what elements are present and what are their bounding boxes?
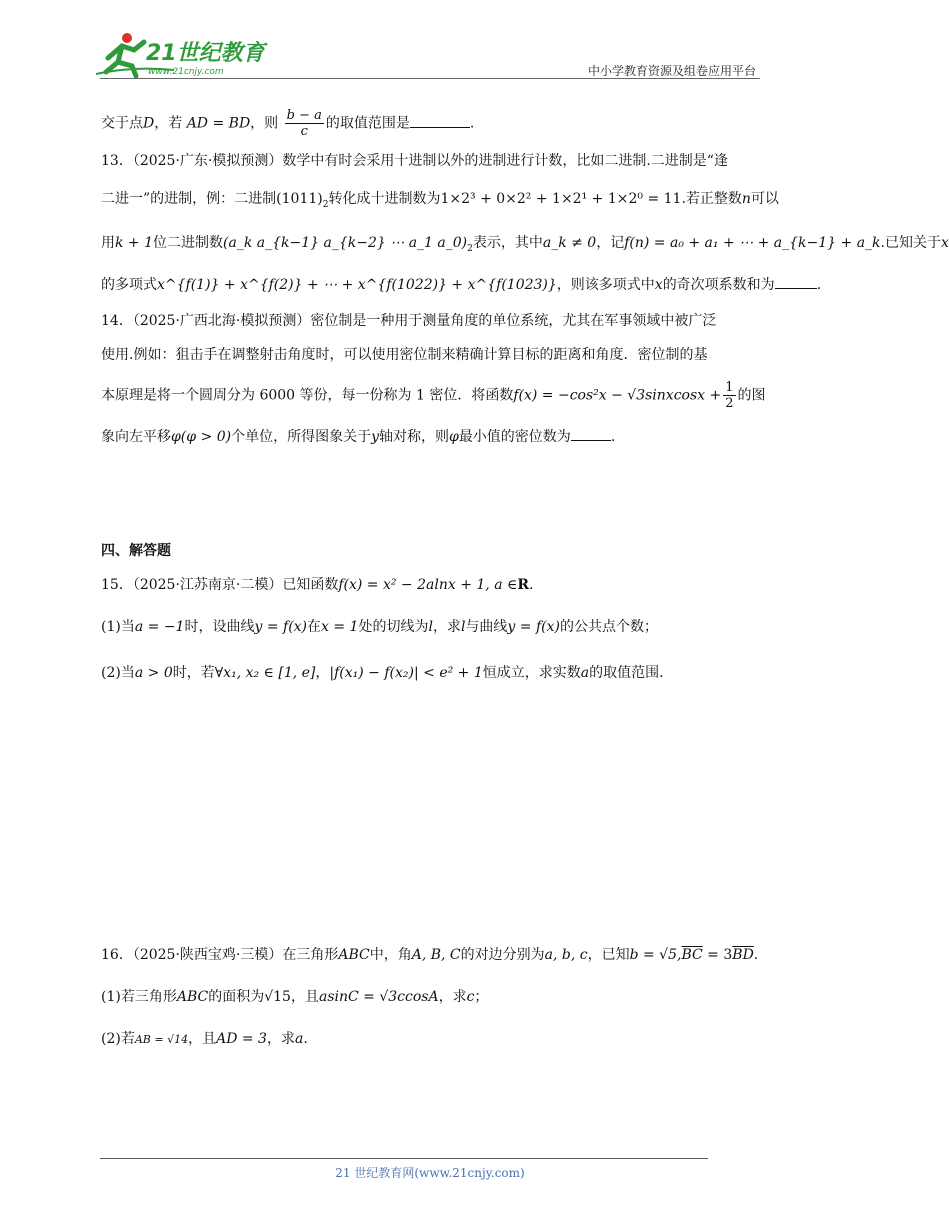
fraction: $\frac{1}{2}$ xyxy=(725,380,734,411)
q16-line-1: 16．（2025·陕西宝鸡·三模）在三角形ABC中，角A, B, C的对边分别为a, b, c，已知$b = √5,\overline{BC} = 3\overline{BD}$. xyxy=(101,947,759,963)
logo-text: 21世纪教育 xyxy=(146,41,265,66)
q15-part-1: (1)当a = −1时，设曲线y = f(x)在x = 1处的切线为l，求l与曲线y = f(x)的公共点个数； xyxy=(101,619,658,635)
footer-text: 21 世纪教育网(www.21cnjy.com) xyxy=(335,1166,525,1180)
q14-line-2: 使用.例如：狙击手在调整射击角度时，可以使用密位制来精确计算目标的距离和角度．密位制的基 xyxy=(101,347,708,363)
q16-part-2: (2)若AB = √14，且AD = 3，求a. xyxy=(101,1031,308,1047)
q16-part-1: (1)若三角形ABC的面积为√15，且asinC = √3ccosA，求c； xyxy=(101,989,489,1005)
answer-blank xyxy=(775,274,817,289)
q15-part-2: (2)当a > 0时，若∀x₁, x₂ ∈ [1, e]，|f(x₁) − f(x₂)| < e² + 1恒成立，求实数a的取值范围. xyxy=(101,665,664,681)
q13-line-1: 13．（2025·广东·模拟预测）数学中有时会采用十进制以外的进制进行计数，比如二进制.二进制是“逢 xyxy=(101,153,728,169)
site-logo xyxy=(94,30,264,80)
q14-line-4: 象向左平移φ(φ > 0)个单位，所得图象关于y轴对称，则φ最小值的密位数为 . xyxy=(101,426,615,448)
header-divider xyxy=(100,78,760,79)
section-title: 四、解答题 xyxy=(101,543,171,559)
q14-line-3: 本原理是将一个圆周分为 6000 等份，每一份称为 1 密位．将函数f(x) = −cos²x − √3sinxcosx + $\frac{1}{2}$ 的图 xyxy=(101,380,766,411)
logo-url: www.21cnjy.com xyxy=(148,67,224,77)
q14-line-1: 14．（2025·广西北海·模拟预测）密位制是一种用于测量角度的单位系统，尤其在军事领域中被广泛 xyxy=(101,313,717,329)
fraction: $\frac{b - a}{c}$ xyxy=(286,108,322,139)
q13-line-2: 二进一”的进制，例：二进制$(1011)_2$转化成十进制数为1×2³ + 0×2² + 1×2¹ + 1×2⁰ = 11.若正整数n可以 xyxy=(101,191,779,210)
answer-blank xyxy=(410,113,470,128)
answer-blank xyxy=(571,426,611,441)
q12-tail: 交于点D，若 AD = BD，则 $\frac{b - a}{c}$ 的取值范围是 . xyxy=(101,108,475,139)
footer-divider xyxy=(100,1158,708,1159)
q13-line-3: 用k + 1位二进制数(a_k a_{k−1} a_{k−2} ⋯ a_1 $a\_0)_2$表示，其中a_k ≠ 0，记f(n) = a₀ + a₁ + ⋯ + a_{k−1} + a_k.已知关于x xyxy=(101,235,949,254)
platform-name: 中小学教育资源及组卷应用平台 xyxy=(587,64,756,78)
q13-line-4: 的多项式x^{f(1)} + x^{f(2)} + ⋯ + x^{f(1022)} + x^{f(1023)}，则该多项式中x的奇次项系数和为 . xyxy=(101,274,821,296)
q15-line-1: 15．（2025·江苏南京·二模）已知函数f(x) = x² − 2alnx + 1, a ∈R. xyxy=(101,577,534,593)
runner-logo-icon xyxy=(94,30,264,80)
